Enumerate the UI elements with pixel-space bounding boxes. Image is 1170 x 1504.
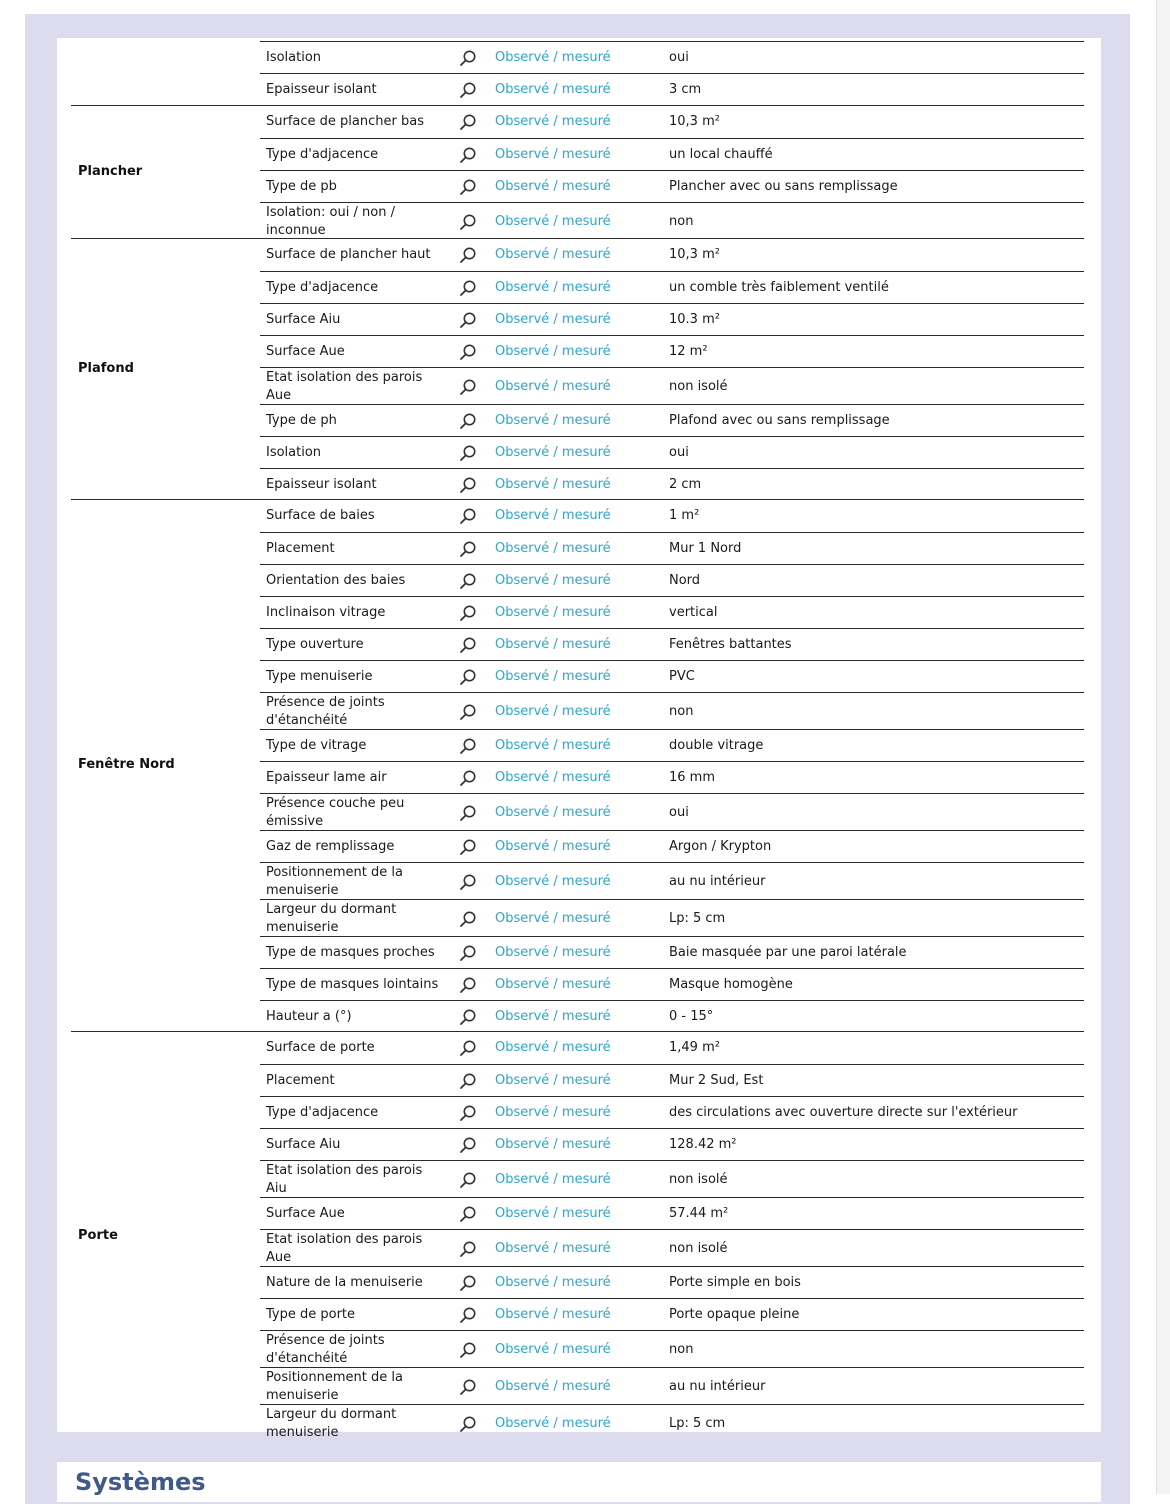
property-label: Surface Aue: [266, 1206, 345, 1221]
source-link[interactable]: Observé / mesuré: [495, 573, 611, 588]
source-link[interactable]: Observé / mesuré: [495, 1307, 611, 1322]
property-label: Type menuiserie: [266, 669, 373, 684]
search-icon[interactable]: [459, 1039, 477, 1057]
property-value: 57.44 m²: [669, 1206, 729, 1221]
search-icon[interactable]: [459, 1072, 477, 1090]
search-icon[interactable]: [459, 636, 477, 654]
table-row: [260, 1229, 1084, 1266]
search-icon[interactable]: [459, 769, 477, 787]
property-value: Mur 1 Nord: [669, 541, 742, 556]
section-title: Systèmes: [75, 1468, 206, 1496]
table-row: [260, 138, 1084, 170]
table-row: [260, 303, 1084, 335]
property-label: Positionnement de la menuiserie: [266, 865, 403, 898]
search-icon[interactable]: [459, 178, 477, 196]
table-row: [260, 202, 1084, 239]
search-icon[interactable]: [459, 873, 477, 891]
property-label: Nature de la menuiserie: [266, 1275, 423, 1290]
search-icon[interactable]: [459, 246, 477, 264]
search-icon[interactable]: [459, 604, 477, 622]
table-row: [260, 1000, 1084, 1032]
property-value: oui: [669, 50, 689, 65]
property-label: Type d'adjacence: [266, 1105, 379, 1120]
source-link[interactable]: Observé / mesuré: [495, 508, 611, 523]
property-label: Type de ph: [266, 413, 337, 428]
property-value: 10.3 m²: [669, 312, 720, 327]
table-row: [260, 436, 1084, 468]
property-value: Lp: 5 cm: [669, 1415, 726, 1431]
search-icon[interactable]: [459, 1341, 477, 1359]
source-link[interactable]: Observé / mesuré: [495, 873, 611, 889]
property-value: 128.42 m²: [669, 1137, 737, 1152]
search-icon[interactable]: [459, 279, 477, 297]
property-value: 10,3 m²: [669, 114, 720, 129]
property-label: Etat isolation des parois Aue: [266, 370, 423, 403]
source-link[interactable]: Observé / mesuré: [495, 147, 611, 162]
property-value: double vitrage: [669, 738, 764, 753]
property-label: Surface Aiu: [266, 1137, 341, 1152]
property-label: Largeur du dormant menuiserie: [266, 1407, 397, 1440]
property-label: Présence couche peu émissive: [266, 796, 405, 829]
source-link[interactable]: Observé / mesuré: [495, 703, 611, 719]
table-row: [260, 106, 1084, 138]
property-value: Plancher avec ou sans remplissage: [669, 179, 898, 194]
property-value: non: [669, 213, 694, 229]
property-value: Argon / Krypton: [669, 839, 772, 854]
search-icon[interactable]: [459, 213, 477, 231]
table-row: [260, 1330, 1084, 1367]
property-label: Orientation des baies: [266, 573, 406, 588]
table-row: [260, 660, 1084, 692]
source-link[interactable]: Observé / mesuré: [495, 1040, 611, 1055]
property-label: Epaisseur lame air: [266, 770, 387, 785]
search-icon[interactable]: [459, 1205, 477, 1223]
source-link[interactable]: Observé / mesuré: [495, 541, 611, 556]
search-icon[interactable]: [459, 1008, 477, 1026]
property-value: non isolé: [669, 1171, 728, 1187]
property-value: Porte simple en bois: [669, 1275, 801, 1290]
source-link[interactable]: Observé / mesuré: [495, 344, 611, 359]
search-icon[interactable]: [459, 343, 477, 361]
enveloppe-table-panel: [57, 38, 1101, 1440]
source-link[interactable]: Observé / mesuré: [495, 179, 611, 194]
source-link[interactable]: Observé / mesuré: [495, 82, 611, 97]
property-label: Surface de plancher haut: [266, 247, 431, 262]
group-fen-tre-nord: [71, 499, 1084, 1032]
table-row: [260, 628, 1084, 660]
source-link[interactable]: Observé / mesuré: [495, 1206, 611, 1221]
group-label: Porte: [78, 1227, 118, 1243]
source-link[interactable]: Observé / mesuré: [495, 378, 611, 394]
search-icon[interactable]: [459, 81, 477, 99]
property-value: 3 cm: [669, 82, 702, 97]
search-icon[interactable]: [459, 944, 477, 962]
group-plancher: [71, 105, 1084, 239]
table-row: [260, 468, 1084, 500]
table-row: [260, 1298, 1084, 1330]
source-link[interactable]: Observé / mesuré: [495, 445, 611, 460]
property-label: Gaz de remplissage: [266, 839, 395, 854]
property-value: non isolé: [669, 1240, 728, 1256]
table-row: [260, 1160, 1084, 1197]
property-label: Placement: [266, 1073, 335, 1088]
table-row: [260, 335, 1084, 367]
source-link[interactable]: Observé / mesuré: [495, 213, 611, 229]
property-label: Positionnement de la menuiserie: [266, 1370, 403, 1403]
property-label: Surface de baies: [266, 508, 375, 523]
source-link[interactable]: Observé / mesuré: [495, 1171, 611, 1187]
source-link[interactable]: Observé / mesuré: [495, 605, 611, 620]
source-link[interactable]: Observé / mesuré: [495, 804, 611, 820]
search-icon[interactable]: [459, 1104, 477, 1122]
table-row: [260, 1128, 1084, 1160]
search-icon[interactable]: [459, 1171, 477, 1189]
search-icon[interactable]: [459, 737, 477, 755]
source-link[interactable]: Observé / mesuré: [495, 770, 611, 785]
table-row: [260, 564, 1084, 596]
search-icon[interactable]: [459, 540, 477, 558]
search-icon[interactable]: [459, 146, 477, 164]
property-value: non isolé: [669, 378, 728, 394]
source-link[interactable]: Observé / mesuré: [495, 114, 611, 129]
property-value: Mur 2 Sud, Est: [669, 1073, 764, 1088]
table-row: [260, 404, 1084, 436]
table-row: [260, 170, 1084, 202]
property-label: Largeur du dormant menuiserie: [266, 902, 397, 935]
property-label: Type de masques lointains: [266, 977, 439, 992]
property-value: au nu intérieur: [669, 1378, 766, 1394]
source-link[interactable]: Observé / mesuré: [495, 247, 611, 262]
systemes-section: [57, 1462, 1101, 1502]
property-value: Plafond avec ou sans remplissage: [669, 413, 890, 428]
property-label: Epaisseur isolant: [266, 477, 377, 492]
source-link[interactable]: Observé / mesuré: [495, 1009, 611, 1024]
group-porte: [71, 1031, 1084, 1441]
search-icon[interactable]: [459, 507, 477, 525]
search-icon[interactable]: [459, 838, 477, 856]
group-label: Plafond: [78, 360, 134, 376]
property-value: 2 cm: [669, 477, 702, 492]
property-value: PVC: [669, 669, 695, 684]
table-row: [260, 936, 1084, 968]
property-value: des circulations avec ouverture directe sur l'extérieur: [669, 1105, 1018, 1120]
source-link[interactable]: Observé / mesuré: [495, 738, 611, 753]
property-label: Type ouverture: [266, 637, 364, 652]
table-row: [260, 1404, 1084, 1441]
source-link[interactable]: Observé / mesuré: [495, 1105, 611, 1120]
property-label: Isolation: [266, 50, 322, 65]
source-link[interactable]: Observé / mesuré: [495, 1378, 611, 1394]
property-label: Type de vitrage: [266, 738, 367, 753]
property-label: Présence de joints d'étanchéité: [266, 695, 385, 728]
group-label: Plancher: [78, 163, 143, 179]
search-icon[interactable]: [459, 1306, 477, 1324]
table-row: [260, 1032, 1084, 1064]
property-label: Isolation: oui / non / inconnue: [266, 205, 395, 238]
property-label: Type de pb: [266, 179, 337, 194]
table-row: [260, 500, 1084, 532]
property-value: 1 m²: [669, 508, 700, 523]
property-label: Etat isolation des parois Aiu: [266, 1163, 423, 1196]
property-value: 10,3 m²: [669, 247, 720, 262]
table-row: [260, 1266, 1084, 1298]
table-row: [260, 968, 1084, 1000]
property-label: Présence de joints d'étanchéité: [266, 1333, 385, 1366]
property-label: Surface de porte: [266, 1040, 375, 1055]
search-icon[interactable]: [459, 49, 477, 67]
source-link[interactable]: Observé / mesuré: [495, 1073, 611, 1088]
source-link[interactable]: Observé / mesuré: [495, 977, 611, 992]
source-link[interactable]: Observé / mesuré: [495, 1415, 611, 1431]
table-row: [260, 793, 1084, 830]
source-link[interactable]: Observé / mesuré: [495, 669, 611, 684]
table-row: [260, 862, 1084, 899]
table-row: [260, 1367, 1084, 1404]
source-link[interactable]: Observé / mesuré: [495, 1240, 611, 1256]
table-row: [260, 271, 1084, 303]
group-continued: [71, 41, 1084, 105]
group-plafond: [71, 238, 1084, 500]
search-icon[interactable]: [459, 668, 477, 686]
table-row: [260, 41, 1084, 73]
property-value: 0 - 15°: [669, 1009, 714, 1024]
table-row: [260, 367, 1084, 404]
vertical-scrollbar[interactable]: [1156, 0, 1170, 1494]
search-icon[interactable]: [459, 311, 477, 329]
table-row: [260, 761, 1084, 793]
search-icon[interactable]: [459, 703, 477, 721]
property-label: Surface de plancher bas: [266, 114, 424, 129]
property-label: Placement: [266, 541, 335, 556]
property-label: Isolation: [266, 445, 322, 460]
property-value: Masque homogène: [669, 977, 793, 992]
source-link[interactable]: Observé / mesuré: [495, 1341, 611, 1357]
property-value: vertical: [669, 605, 718, 620]
property-value: un comble très faiblement ventilé: [669, 280, 889, 295]
property-value: 12 m²: [669, 344, 708, 359]
source-link[interactable]: Observé / mesuré: [495, 637, 611, 652]
search-icon[interactable]: [459, 1415, 477, 1433]
source-link[interactable]: Observé / mesuré: [495, 413, 611, 428]
property-label: Surface Aue: [266, 344, 345, 359]
table-row: [260, 532, 1084, 564]
property-value: Baie masquée par une paroi latérale: [669, 945, 907, 960]
property-value: au nu intérieur: [669, 873, 766, 889]
source-link[interactable]: Observé / mesuré: [495, 312, 611, 327]
search-icon[interactable]: [459, 444, 477, 462]
property-value: Nord: [669, 573, 701, 588]
search-icon[interactable]: [459, 113, 477, 131]
table-row: [260, 73, 1084, 105]
property-value: 16 mm: [669, 770, 716, 785]
search-icon[interactable]: [459, 1136, 477, 1154]
search-icon[interactable]: [459, 804, 477, 822]
property-label: Epaisseur isolant: [266, 82, 377, 97]
property-label: Type de porte: [266, 1307, 356, 1322]
property-value: non: [669, 703, 694, 719]
search-icon[interactable]: [459, 1378, 477, 1396]
property-label: Type d'adjacence: [266, 147, 379, 162]
source-link[interactable]: Observé / mesuré: [495, 1137, 611, 1152]
property-label: Hauteur a (°): [266, 1009, 352, 1024]
property-value: oui: [669, 445, 689, 460]
property-value: oui: [669, 804, 689, 820]
search-icon[interactable]: [459, 412, 477, 430]
property-value: Porte opaque pleine: [669, 1307, 800, 1322]
group-label: Fenêtre Nord: [78, 757, 175, 772]
property-value: Fenêtres battantes: [669, 637, 792, 652]
search-icon[interactable]: [459, 1240, 477, 1258]
source-link[interactable]: Observé / mesuré: [495, 839, 611, 854]
property-value: non: [669, 1341, 694, 1357]
property-label: Type d'adjacence: [266, 280, 379, 295]
property-label: Inclinaison vitrage: [266, 605, 386, 620]
table-row: [260, 1096, 1084, 1128]
source-link[interactable]: Observé / mesuré: [495, 1275, 611, 1290]
property-value: Lp: 5 cm: [669, 910, 726, 926]
table-row: [260, 729, 1084, 761]
search-icon[interactable]: [459, 976, 477, 994]
source-link[interactable]: Observé / mesuré: [495, 280, 611, 295]
table-row: [260, 830, 1084, 862]
property-label: Etat isolation des parois Aue: [266, 1232, 423, 1265]
table-row: [260, 239, 1084, 271]
table-row: [260, 692, 1084, 729]
table-row: [260, 899, 1084, 936]
search-icon[interactable]: [459, 910, 477, 928]
source-link[interactable]: Observé / mesuré: [495, 477, 611, 492]
search-icon[interactable]: [459, 572, 477, 590]
source-link[interactable]: Observé / mesuré: [495, 945, 611, 960]
table-row: [260, 1064, 1084, 1096]
table-row: [260, 596, 1084, 628]
property-label: Type de masques proches: [266, 945, 435, 960]
search-icon[interactable]: [459, 378, 477, 396]
source-link[interactable]: Observé / mesuré: [495, 50, 611, 65]
property-label: Surface Aiu: [266, 312, 341, 327]
source-link[interactable]: Observé / mesuré: [495, 910, 611, 926]
table-row: [260, 1197, 1084, 1229]
search-icon[interactable]: [459, 476, 477, 494]
property-value: 1,49 m²: [669, 1040, 720, 1055]
property-value: un local chauffé: [669, 147, 773, 162]
search-icon[interactable]: [459, 1274, 477, 1292]
